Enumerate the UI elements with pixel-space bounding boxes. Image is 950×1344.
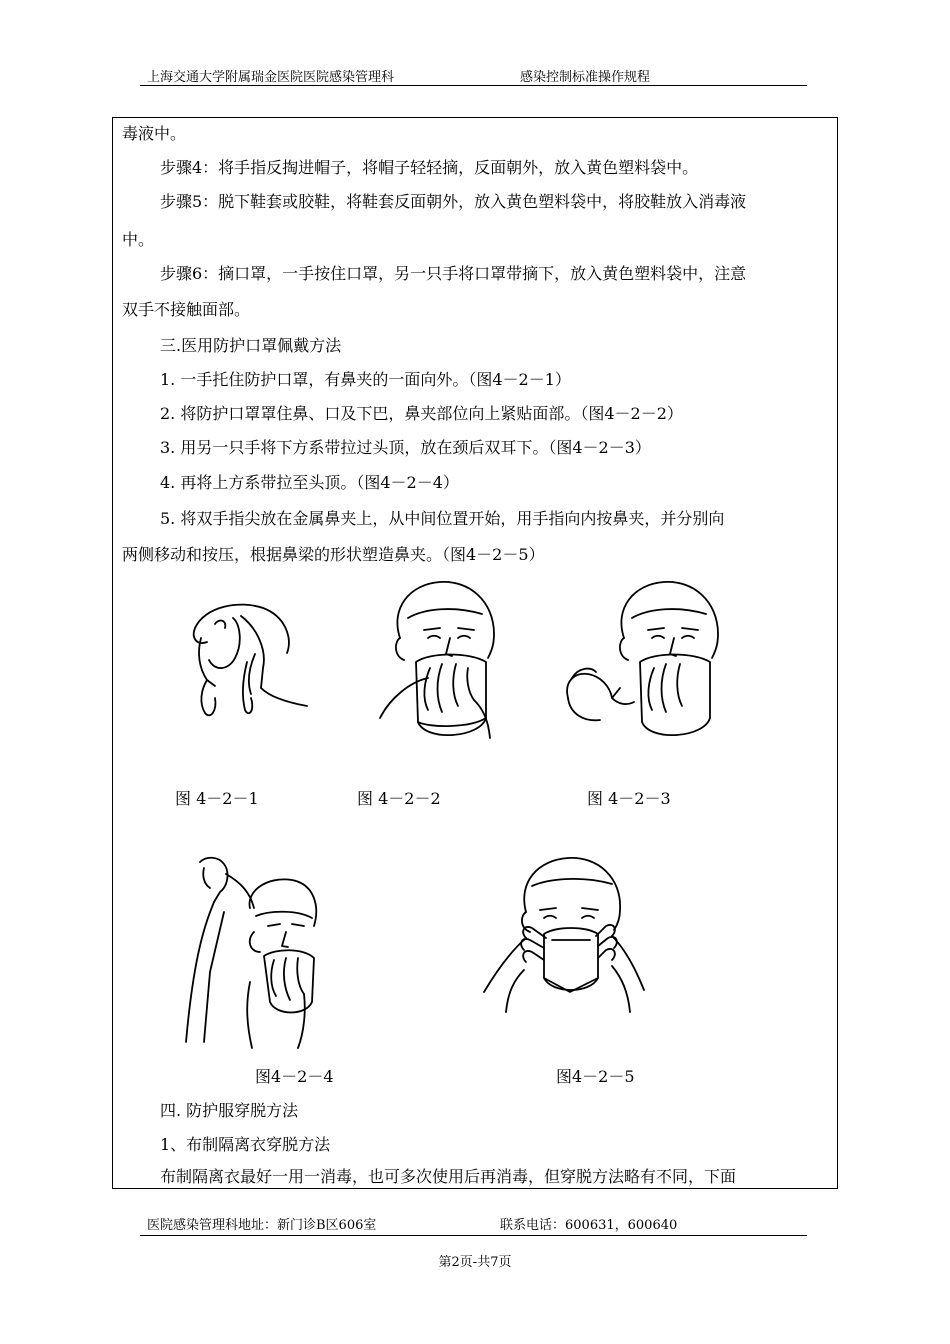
page-number: 第2页-共7页 — [438, 1255, 512, 1270]
step-line: 2. 将防护口罩罩住鼻、口及下巴，鼻夹部位向上紧贴面部。（图4－2－2） — [160, 404, 683, 423]
step-line: 3. 用另一只手将下方系带拉过头顶，放在颈后双耳下。（图4－2－3） — [160, 438, 651, 457]
figure-caption: 图 4－2－2 — [357, 789, 441, 808]
header-rule — [140, 85, 807, 86]
footer-phone: 联系电话：600631，600640 — [500, 1218, 678, 1233]
footer-rule — [140, 1235, 807, 1236]
step-line: 两侧移动和按压，根据鼻梁的形状塑造鼻夹。（图4－2－5） — [122, 545, 545, 564]
figure-4-2-2 — [370, 578, 510, 758]
figure-4-2-3 — [560, 578, 730, 758]
footer-address: 医院感染管理科地址：新门诊B区606室 — [147, 1218, 377, 1233]
figure-caption: 图 4－2－1 — [175, 789, 259, 808]
figure-4-2-1 — [185, 598, 325, 723]
section-heading: 三.医用防护口罩佩戴方法 — [160, 336, 342, 355]
step-line: 1. 一手托住防护口罩，有鼻夹的一面向外。（图4－2－1） — [160, 370, 571, 389]
header-institution: 上海交通大学附属瑞金医院医院感染管理科 — [147, 70, 395, 85]
figure-caption: 图 4－2－3 — [587, 789, 671, 808]
figure-caption: 图4－2－4 — [255, 1067, 334, 1086]
body-line: 中。 — [122, 230, 155, 249]
step-line: 5. 将双手指尖放在金属鼻夹上，从中间位置开始，用手指向内按鼻夹，并分别向 — [160, 509, 725, 528]
figure-4-2-4 — [180, 852, 325, 1052]
subsection-heading: 1、布制隔离衣穿脱方法 — [160, 1135, 331, 1154]
body-line: 步骤6：摘口罩，一手按住口罩，另一只手将口罩带摘下，放入黄色塑料袋中，注意 — [160, 264, 747, 283]
step-line: 4. 再将上方系带拉至头顶。（图4－2－4） — [160, 473, 459, 492]
body-line: 布制隔离衣最好一用一消毒，也可多次使用后再消毒，但穿脱方法略有不同，下面 — [160, 1167, 737, 1186]
figure-caption: 图4－2－5 — [556, 1067, 635, 1086]
body-line: 毒液中。 — [122, 124, 187, 143]
figure-4-2-5 — [480, 852, 650, 1022]
header-doc-title: 感染控制标准操作规程 — [520, 70, 651, 85]
body-line: 步骤4：将手指反掏进帽子，将帽子轻轻摘，反面朝外，放入黄色塑料袋中。 — [160, 158, 699, 177]
section-heading: 四. 防护服穿脱方法 — [160, 1101, 299, 1120]
body-line: 双手不接触面部。 — [122, 300, 251, 319]
body-line: 步骤5：脱下鞋套或胶鞋，将鞋套反面朝外，放入黄色塑料袋中，将胶鞋放入消毒液 — [160, 192, 747, 211]
